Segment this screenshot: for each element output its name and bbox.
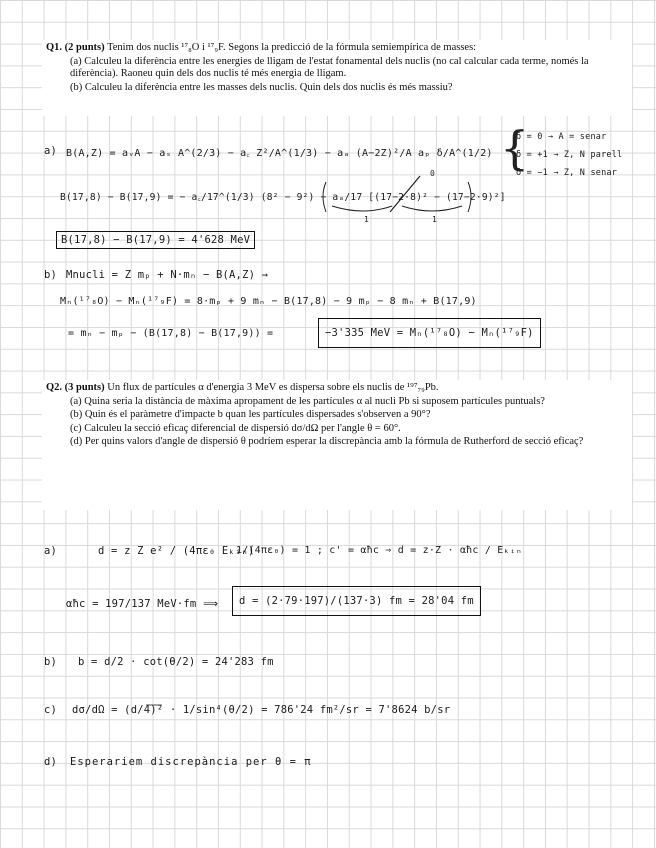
q1-mass-formula: Mnucli = Z mₚ + N·mₙ − B(A,Z) → xyxy=(66,269,269,281)
q2-a-label: a) xyxy=(44,545,58,557)
q2-item-c: (c) Calculeu la secció eficaç diferencial de dispersió dσ/dΩ per l'angle θ = 60°. xyxy=(70,422,401,434)
q1-item-a: (a) Calculeu la diferència entre les energies de lligam de l'estat fonamental dels nuclis (no cal calcular cada terme, només la diferència). Raoneu quin dels dos nuclis té més energia de lligam. xyxy=(70,55,589,79)
q2-a-eq1: d = z Z e² / (4πε₀ Eₖᵢₙ) xyxy=(98,545,255,557)
q2-title: Un flux de partícules α d'energia 3 MeV es dispersa sobre els nuclis de ¹⁹⁷₇₉Pb. xyxy=(107,382,439,393)
q2-d-label: d) xyxy=(44,756,58,768)
q2-c-label: c) xyxy=(44,704,58,716)
q1-zero-mark: 0 xyxy=(430,169,435,178)
q1-title: Tenim dos nuclis ¹⁷₈O i ¹⁷₉F. Segons la predicció de la fórmula semiempírica de masses: xyxy=(107,42,477,53)
q1-semf: B(A,Z) = aᵥA − aₛ A^(2/3) − a꜀ Z²/A^(1/3) − aₐ (A−2Z)²/A aₚ δ/A^(1/2) xyxy=(66,148,493,159)
q1-item-b: (b) Calculeu la diferència entre les masses dels nuclis. Quin dels dos nuclis és més massiu? xyxy=(70,81,453,93)
q2-b-label: b) xyxy=(44,656,58,668)
q1-diff-line: B(17,8) − B(17,9) = − a꜀/17^(1/3) (8² − 9²) − aₐ/17 [(17−2·8)² − (17−2·9)²] xyxy=(60,192,506,203)
q2-item-d: (d) Per quins valors d'angle de dispersió θ podríem esperar la discrepància amb la fórmula de Rutherford de secció eficaç? xyxy=(70,436,584,447)
q2-statement xyxy=(42,380,632,510)
q2-a-conv: αħc = 197/137 MeV·fm ⟹ xyxy=(66,598,219,610)
q1-one-mark-2: 1 xyxy=(432,215,437,224)
q2-b-eq: b = d/2 · cot(θ/2) = 24'283 fm xyxy=(78,656,274,668)
q2-label: Q2. (3 punts) xyxy=(46,382,105,393)
q1-mass-result-prefix: = mₙ − mₚ − (B(17,8) − B(17,9)) = xyxy=(68,328,274,339)
q1-mass-diff: Mₙ(¹⁷₈O) − Mₙ(¹⁷₉F) = 8·mₚ + 9 mₙ − B(17,8) − 9 mₚ − 8 mₙ + B(17,9) xyxy=(60,296,477,307)
q1-delta-brace: { xyxy=(500,121,530,175)
q2-a-eq2: 1/(4πε₀) = 1 ; c' = αħc ⇒ d = z·Z · αħc / Eₖᵢₙ xyxy=(236,545,523,556)
q1-b-label: b) xyxy=(44,269,58,281)
q1-delta-case-3: δ = −1 → Z, N senar xyxy=(516,168,618,178)
q1-mass-result-box: −3'335 MeV = Mₙ(¹⁷₈O) − Mₙ(¹⁷₉F) xyxy=(318,318,541,348)
q2-item-b: (b) Quin és el paràmetre d'impacte b quan les partícules dispersades s'observen a 90°? xyxy=(70,409,431,420)
q2-a-result-box: d = (2·79·197)/(137·3) fm = 28'04 fm xyxy=(232,586,481,616)
q2-d-text: Esperariem discrepància per θ = π xyxy=(70,756,312,768)
q2-heading xyxy=(46,382,628,395)
q1-result-box: B(17,8) − B(17,9) = 4'628 MeV xyxy=(56,231,255,249)
q1-delta-case-2: δ = +1 → Z, N parell xyxy=(516,150,623,160)
q1-a-label: a) xyxy=(44,145,58,157)
q1-delta-case-1: δ = 0 → A = senar xyxy=(516,132,607,142)
q2-c-eq: dσ/dΩ = (d/4)² · 1/sin⁴(θ/2) = 786'24 fm²/sr = 7'8624 b/sr xyxy=(72,704,451,716)
q1-one-mark-1: 1 xyxy=(364,215,369,224)
q2-item-a: (a) Quina seria la distància de màxima apropament de les partícules α al nucli Pb si suposem partícules puntuals? xyxy=(70,395,545,407)
q1-label: Q1. (2 punts) xyxy=(46,42,105,53)
